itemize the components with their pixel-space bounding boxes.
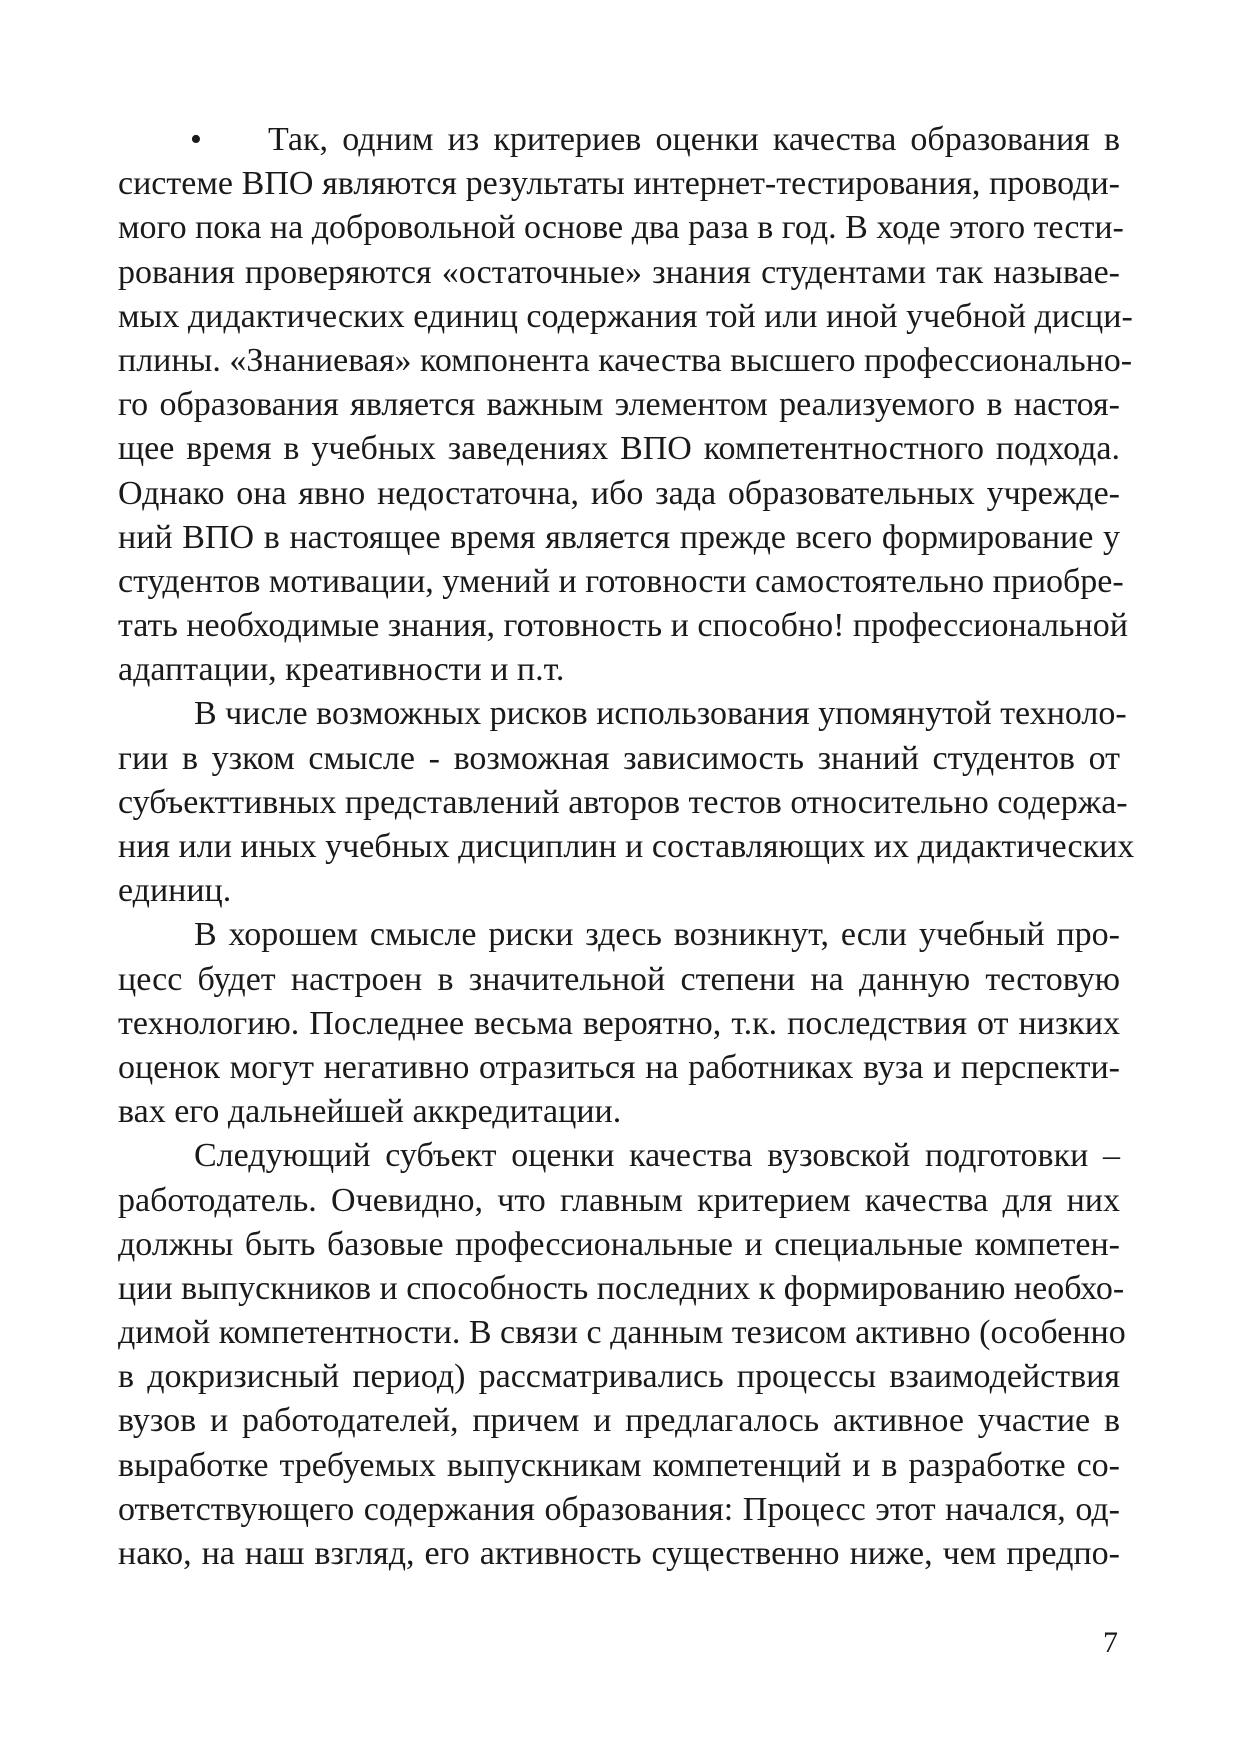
paragraph-line: системе ВПО являются результаты интернет-тестирования, проводи- bbox=[118, 165, 1120, 203]
paragraph-line: ния или иных учебных дисциплин и составляющих их дидактических bbox=[118, 828, 1135, 865]
paragraph-line: должны быть базовые профессиональные и специальные компетен- bbox=[118, 1225, 1120, 1263]
paragraph-line: вузов и работодателей, причем и предлагалось активное участие в bbox=[118, 1402, 1120, 1440]
paragraph-line: ответствующего содержания образования: Процесс этот начался, од- bbox=[118, 1490, 1120, 1528]
paragraph-1 bbox=[118, 118, 1133, 692]
paragraph-line: ний ВПО в настоящее время является прежде всего формирование у bbox=[118, 518, 1120, 556]
paragraph-line bbox=[118, 118, 1120, 162]
paragraph-line-text: Так, одним из критериев оценки качества образования в bbox=[268, 121, 1120, 158]
paragraph-line: мых дидактических единиц содержания той или иной учебной дисци- bbox=[118, 297, 1133, 335]
paragraph-3 bbox=[118, 913, 1120, 1134]
paragraph-line: студентов мотивации, умений и готовности самостоятельно приобре- bbox=[118, 562, 1124, 600]
paragraph-line: вах его дальнейшей аккредитации. bbox=[118, 1093, 622, 1131]
paragraph-line: мого пока на добровольной основе два раза в год. В ходе этого тести- bbox=[118, 209, 1124, 247]
bullet-icon: • bbox=[190, 121, 202, 158]
paragraph-line: выработке требуемых выпускникам компетенций и в разработке со- bbox=[118, 1446, 1120, 1484]
paragraph-2 bbox=[118, 692, 1135, 913]
paragraph-line: В числе возможных рисков использования упомянутой техноло- bbox=[194, 695, 1127, 733]
paragraph-line: оценок могут негативно отразиться на работниках вуза и перспекти- bbox=[118, 1048, 1120, 1086]
paragraph-line: гии в узком смысле - возможная зависимость знаний студентов от bbox=[118, 739, 1120, 777]
paragraph-line: Следующий субъект оценки качества вузовской подготовки – bbox=[194, 1137, 1120, 1175]
paragraph-line: В хорошем смысле риски здесь возникнут, если учебный про- bbox=[194, 916, 1120, 954]
paragraph-line: работодатель. Очевидно, что главным критерием качества для них bbox=[118, 1181, 1120, 1219]
paragraph-line: тать необходимые знания, готовность и способно! профессиональной bbox=[118, 607, 1128, 645]
paragraph-4 bbox=[118, 1134, 1126, 1576]
paragraph-line: щее время в учебных заведениях ВПО компетентностного подхода. bbox=[118, 430, 1120, 468]
paragraph-line: плины. «Знаниевая» компонента качества высшего профессионально- bbox=[118, 341, 1133, 379]
paragraph-line: ции выпускников и способность последних к формированию необхо- bbox=[118, 1269, 1125, 1307]
paragraph-line: Однако она явно недостаточна, ибо зада образовательных учрежде- bbox=[118, 474, 1120, 512]
paragraph-line: единиц. bbox=[118, 872, 232, 910]
paragraph-line: го образования является важным элементом реализуемого в настоя- bbox=[118, 386, 1120, 424]
paragraph-line: адаптации, креативности и п.т. bbox=[118, 651, 565, 689]
page-body bbox=[118, 118, 1135, 1576]
paragraph-line: цесс будет настроен в значительной степени на данную тестовую bbox=[118, 960, 1120, 998]
paragraph-line: димой компетентности. В связи с данным тезисом активно (особенно bbox=[118, 1314, 1126, 1352]
page-number: 7 bbox=[1103, 1626, 1118, 1659]
paragraph-line: рования проверяются «остаточные» знания студентами так называе- bbox=[118, 253, 1120, 291]
paragraph-line: технологию. Последнее весьма вероятно, т.к. последствия от низких bbox=[118, 1004, 1120, 1042]
paragraph-line: субъекттивных представлений авторов тестов относительно содержа- bbox=[118, 783, 1128, 821]
paragraph-line: в докризисный период) рассматривались процессы взаимодействия bbox=[118, 1358, 1120, 1396]
paragraph-line: нако, на наш взгляд, его активность существенно ниже, чем предпо- bbox=[118, 1535, 1120, 1572]
